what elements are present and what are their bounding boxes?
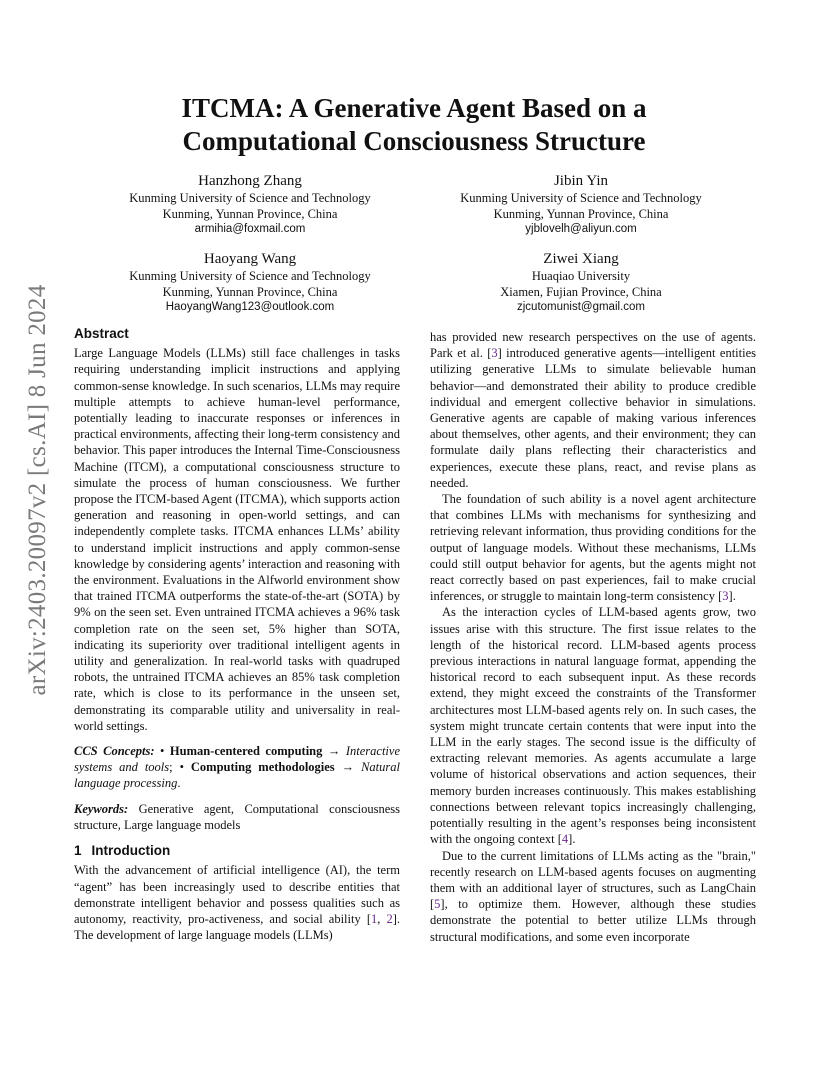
- ccs-subconcept: Interactive systems and tools: [74, 744, 400, 775]
- body-text: Due to the current limitations of LLMs acting as the "brain," recently research on LLM-based agents focuses on augmenting them with an additional layer of structures, such as LangChain [: [430, 848, 756, 912]
- ccs-concept: Computing methodologies: [190, 760, 335, 775]
- ccs-label: CCS Concepts:: [74, 744, 155, 759]
- body-paragraph: [430, 848, 756, 945]
- author-location: Kunming, Yunnan Province, China: [493, 206, 669, 221]
- body-paragraph: [430, 491, 756, 604]
- body-text: ] introduced generative agents—intelligent entities utilizing generative LLMs to simulate believable human behavior—and demonstrated their ability to produce credible individual and emergent collective behavior in simulations. Generative agents are capable of making various inferences about themselves, other agents, and their environment; they can formulate daily plans reflecting their characteristics and experiences, execute these plans, react, and revise plans as needed.: [430, 346, 757, 490]
- author-email[interactable]: zjcutomunist@gmail.com: [517, 301, 645, 313]
- body-paragraph: [430, 604, 756, 847]
- author-affiliation: Huaqiao University: [531, 269, 631, 283]
- author-email[interactable]: armihia@foxmail.com: [194, 223, 306, 235]
- author-location: Kunming, Yunnan Province, China: [162, 206, 338, 221]
- author-name: Hanzhong Zhang: [198, 173, 302, 189]
- ccs-end: .: [177, 776, 181, 791]
- intro-text: With the advancement of artificial intelligence (AI), the term “agent” has been increasingly used to describe entities that demonstrate intelligent behavior and possess qualities such as autonomy, reactivity, pro-activeness, and social ability [: [74, 863, 400, 926]
- ccs-arrow: →: [334, 760, 362, 775]
- author-name: Haoyang Wang: [203, 251, 297, 267]
- ccs-subconcept: Natural language processing: [74, 760, 400, 791]
- paper-title: [0, 92, 828, 158]
- keywords-text: Generative agent, Computational consciousness structure, Large language models: [74, 801, 400, 832]
- title-line-2: Computational Consciousness Structure: [182, 126, 646, 156]
- abstract-heading: Abstract: [74, 326, 129, 341]
- ccs-bullet: •: [160, 744, 170, 759]
- body-text: ], to optimize them. However, although these studies demonstrate the potential to better utilize LLMs through structural modifications, and some even incorporate: [430, 897, 756, 944]
- arxiv-identifier: arXiv:2403.20097v2 [cs.AI] 8 Jun 2024: [24, 284, 51, 696]
- abstract-text: Large Language Models (LLMs) still face challenges in tasks requiring understanding implicit instructions and applying common-sense knowledge. In such scenarios, LLMs may require multiple attempts to achieve human-level performance, potentially leading to inaccurate responses or inferences in practical environments, affecting their long-term consistency and behavior. This paper introduces the Internal Time-Consciousness Machine (ITCM), a computational consciousness structure to simulate the process of human consciousness. We further propose the ITCM-based Agent (ITCMA), which supports action generation and reasoning in open-world settings, and can independently complete tasks. ITCMA enhances LLMs’ ability to understand implicit instructions and apply common-sense knowledge by considering agents’ interaction and reasoning with the environment. Evaluations in the Alfworld environment show that trained ITCMA outperforms the state-of-the-art (SOTA) by 9% on the seen set. Even untrained ITCMA achieves a 96% task completion rate on the seen set, 5% higher than SOTA, indicating its superiority over traditional intelligent agents in utility and generalization. In real-world tasks with quadruped robots, the untrained ITCMA achieves an 85% task completion rate, which is close to its performance in the unseen set, demonstrating its comparable utility and universality in real-world settings.: [74, 346, 400, 733]
- citation-link[interactable]: 4: [561, 832, 569, 847]
- body-text: has provided new research perspectives on the use of agents. Park et al. [: [430, 330, 756, 361]
- author-affiliation: Kunming University of Science and Technology: [129, 269, 371, 283]
- author-block: [110, 249, 390, 316]
- keywords-label: Keywords:: [74, 801, 129, 816]
- author-name: Ziwei Xiang: [543, 251, 619, 267]
- citation-link[interactable]: 1: [370, 911, 378, 926]
- intro-paragraph: [74, 862, 400, 943]
- right-column: [430, 329, 756, 945]
- citation-link[interactable]: 2: [386, 911, 393, 926]
- citation-link[interactable]: 3: [722, 589, 729, 604]
- body-text: ].: [728, 589, 736, 604]
- section-heading-introduction: [74, 843, 400, 859]
- body-text: As the interaction cycles of LLM-based agents grow, two issues arise with this structure. The first issue relates to the length of the historical record. LLM-based agents process previous interactions in natural language format, appending the historical record to each subsequent input. As these records extend, they might exceed the constraints of the Transformer architectures most LLM-based agents rely on. In such cases, the system might truncate certain contents that were input into the LLM in the early stages. The second issue is the difficulty of extracting relevant memories. As agents accumulate a large volume of historical observations and action sequences, their memory burden increases continuously. This makes establishing connections between relevant topics increasingly challenging, potentially resulting in the agent’s responses being inconsistent with the ongoing context [: [430, 605, 756, 847]
- intro-text-tail: ]. The development of large language models (LLMs): [74, 911, 400, 943]
- left-column: [74, 326, 400, 943]
- author-location: Kunming, Yunnan Province, China: [162, 284, 338, 299]
- ccs-separator: ;: [169, 760, 180, 775]
- author-affiliation: Kunming University of Science and Technology: [460, 191, 702, 205]
- author-location: Xiamen, Fujian Province, China: [500, 284, 662, 299]
- author-email[interactable]: yjblovelh@aliyun.com: [525, 223, 637, 235]
- ccs-concepts: [74, 743, 400, 792]
- body-text: ].: [568, 832, 576, 847]
- ccs-concept: Human-centered computing: [169, 744, 323, 759]
- author-block: [426, 249, 736, 316]
- citation-separator: ,: [377, 911, 387, 926]
- author-email[interactable]: HaoyangWang123@outlook.com: [165, 301, 335, 313]
- ccs-arrow: →: [322, 744, 346, 759]
- author-block: [110, 171, 390, 238]
- author-block: [426, 171, 736, 238]
- body-text: The foundation of such ability is a novel agent architecture that combines LLMs with mechanisms for synthesizing and retrieving relevant information, thus providing conditions for the output of language models. Without these mechanisms, LLMs could still output behavior for agents, but the agents might not react correctly based on past experiences, fail to make crucial inferences, or struggle to maintain long-term consistency [: [430, 492, 756, 604]
- citation-link[interactable]: 3: [491, 346, 498, 361]
- ccs-bullet: •: [179, 760, 191, 775]
- keywords: [74, 801, 400, 833]
- body-paragraph: [430, 329, 756, 491]
- citation-link[interactable]: 5: [434, 897, 441, 912]
- section-title: Introduction: [91, 843, 171, 859]
- title-line-1: ITCMA: A Generative Agent Based on a: [181, 93, 647, 123]
- author-name: Jibin Yin: [553, 173, 609, 189]
- author-affiliation: Kunming University of Science and Technology: [129, 191, 371, 205]
- section-number: 1: [74, 843, 82, 859]
